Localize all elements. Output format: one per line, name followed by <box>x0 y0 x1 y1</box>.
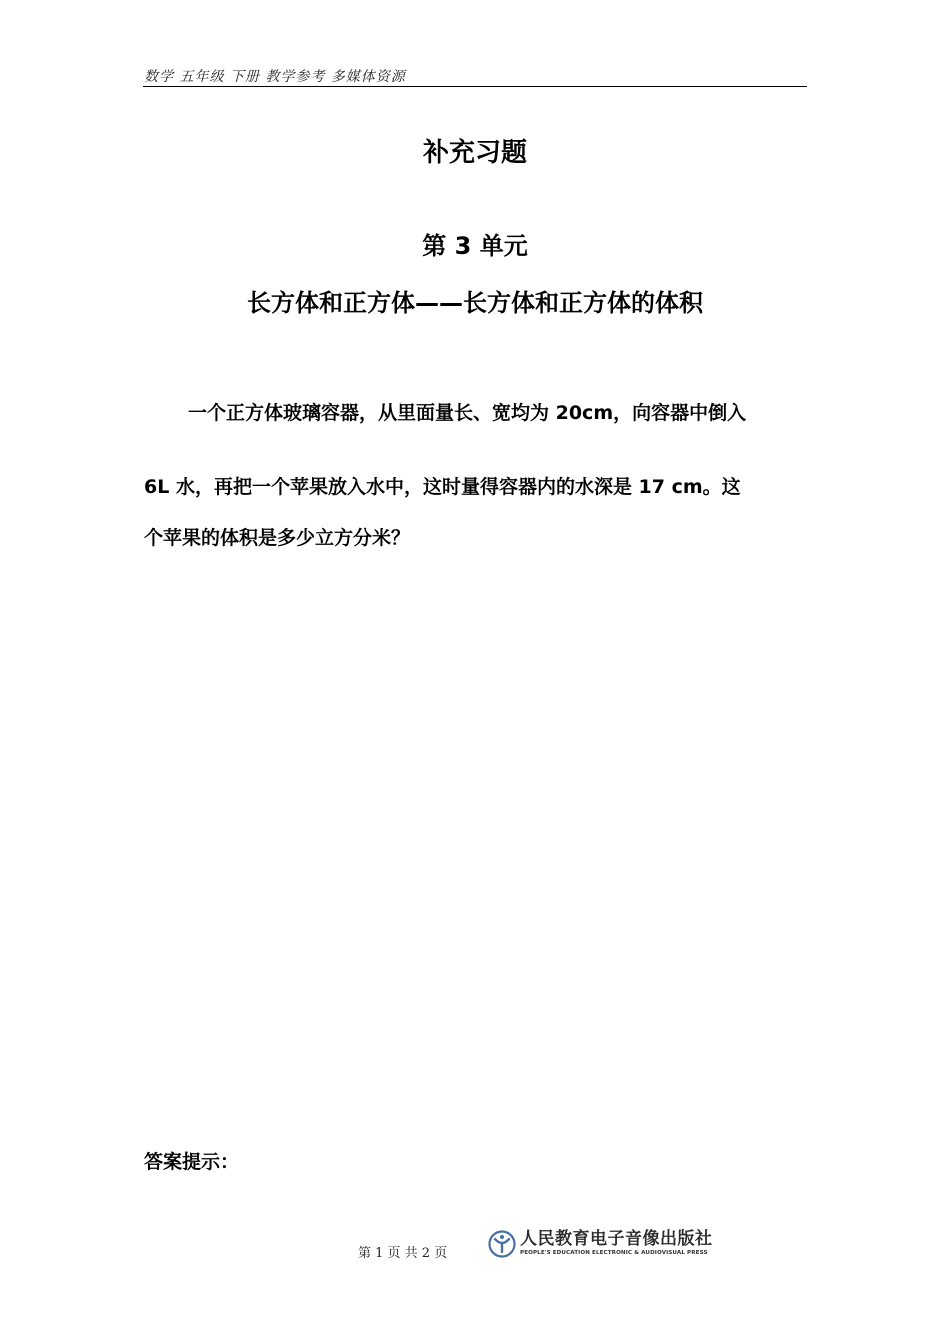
publisher-logo <box>488 1227 713 1261</box>
document-title: 补充习题 <box>422 138 527 168</box>
unit-heading: 第 3 单元 <box>422 232 528 260</box>
unit-subtitle: 长方体和正方体——长方体和正方体的体积 <box>247 289 703 317</box>
header-divider <box>143 86 807 87</box>
publisher-name-cn: 人民教育电子音像出版社 <box>520 1229 713 1250</box>
page-number: 第 1 页 共 2 页 <box>358 1246 448 1261</box>
publisher-logo-icon <box>488 1230 516 1258</box>
problem-text-line-2: 6L 水，再把一个苹果放入水中，这时量得容器内的水深是 17 cm。这 <box>144 476 741 498</box>
publisher-name-en: PEOPLE'S EDUCATION ELECTRONIC & AUDIOVISUAL PRESS <box>520 1250 708 1257</box>
problem-text-line-3: 个苹果的体积是多少立方分米？ <box>144 527 411 549</box>
problem-text-line-1: 一个正方体玻璃容器，从里面量长、宽均为 20cm，向容器中倒入 <box>188 402 747 424</box>
answer-hint-label: 答案提示： <box>144 1151 240 1173</box>
running-header: 数学 五年级 下册 教学参考 多媒体资源 <box>144 69 406 85</box>
